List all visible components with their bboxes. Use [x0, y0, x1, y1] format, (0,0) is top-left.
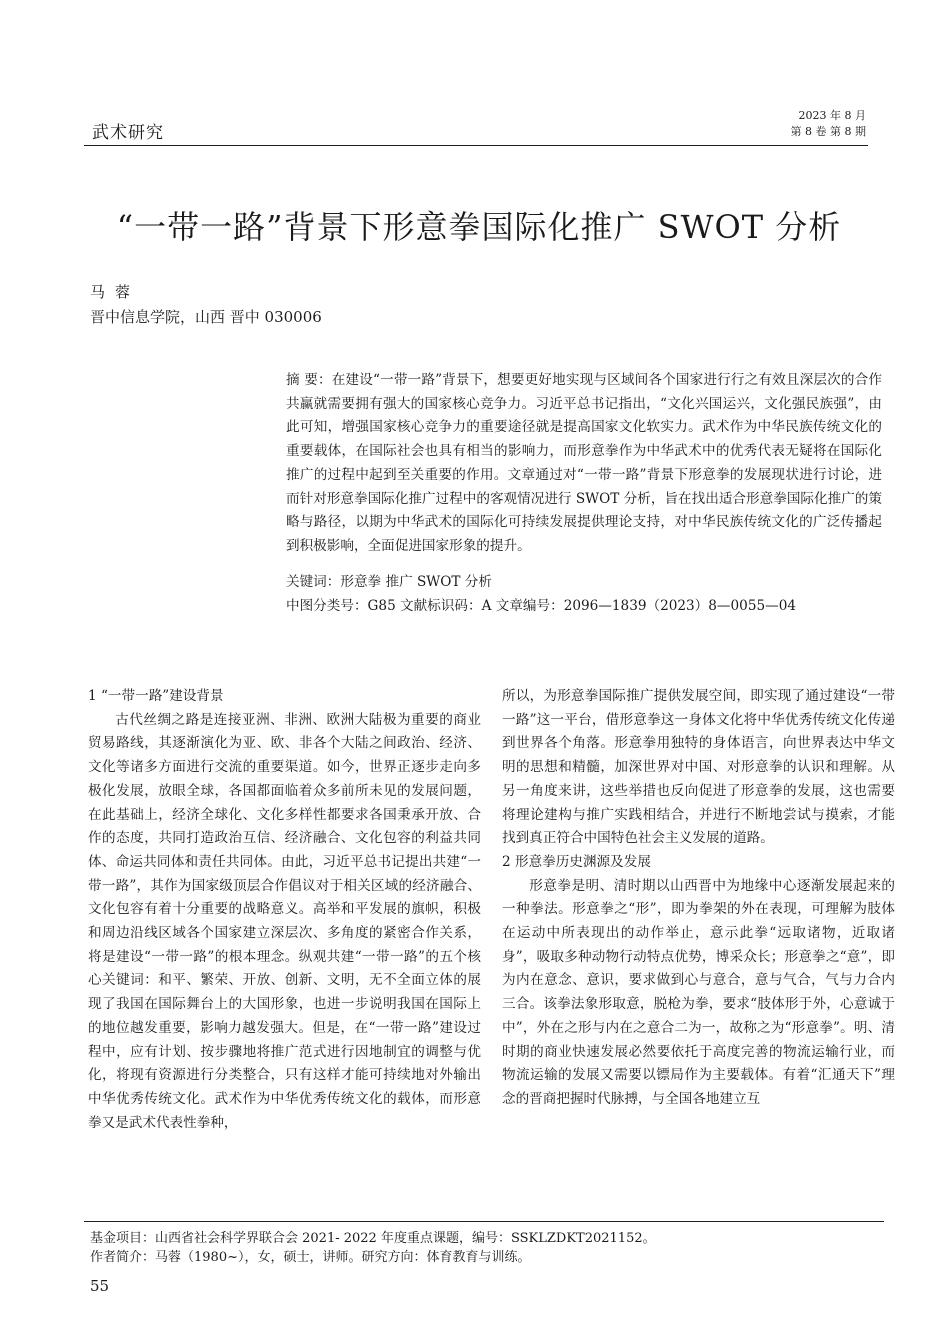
header-rule — [84, 145, 868, 146]
abstract-text: 在建设“一带一路”背景下，想要更好地实现与区域间各个国家进行行之有效且深层次的合作共赢就需要拥有强大的国家核心竞争力。习近平总书记指出，“文化兴国运兴，文化强民族强”，由此可知，增强国家核心竞争力的重要途径就是提高国家文化软实力。武术作为中华民族传统文化的重要载体，在国际社会也具有相当的影响力，而形意拳作为中华武术中的优秀代表无疑将在国际化推广的过程中起到至关重要的作用。文章通过对“一带一路”背景下形意拳的发展现状进行讨论，进而针对形意拳国际化推广过程中的客观情况进行 SWOT 分析，旨在找出适合形意拳国际化推广的策略与路径，以期为中华武术的国际化可持续发展提供理论支持，对中华民族传统文化的广泛传播起到积极影响，全面促进国家形象的提升。 — [286, 372, 882, 554]
volume-issue: 第 8 卷 第 8 期 — [790, 125, 866, 138]
body-paragraph: 古代丝绸之路是连接亚洲、非洲、欧洲大陆极为重要的商业贸易路线，其逐渐演化为亚、欧、非各个大陆之间政治、经济、文化等诸多方面进行交流的重要渠道。如今，世界正逐步走向多极化发展，放眼全球，各国都面临着众多前所未见的发展问题，在此基础上，经济全球化、文化多样性都要求各国秉承开放、合作的态度，共同打造政治互信、经济融合、文化包容的利益共同体、命运共同体和责任共同体。由此，习近平总书记提出共建“一带一路”，其作为国家级顶层合作倡议对于相关区域的经济融合、文化包容有着十分重要的战略意义。高举和平发展的旗帜，积极和周边沿线区域各个国家建立深层次、多角度的紧密合作关系，将是建设“一带一路”的根本理念。纵观共建“一带一路”的五个核心关键词：和平、繁荣、开放、创新、文明，无不全面立体的展现了我国在国际舞台上的大国形象，也进一步说明我国在国际上的地位越发重要，影响力越发强大。但是，在“一带一路”建设过程中，应有计划、按步骤地将推广范式进行因地制宜的调整与优化，将现有资源进行分类整合，只有这样才能可持续地对外输出中华优秀传统文化。武术作为中华优秀传统文化的载体，而形意拳又是武术代表性拳种， — [88, 711, 481, 1131]
author-bio-footnote: 作者简介：马蓉（1980~），女，硕士，讲师。研究方向：体育教育与训练。 — [90, 1250, 531, 1265]
body-paragraph: 所以，为形意拳国际推广提供发展空间，即实现了通过建设“一带一路”这一平台，借形意拳这一身体文化将中华优秀传统文化传递到世界各个角落。形意拳用独特的身体语言，向世界表达中华文明的思想和精髓，加深世界对中国、对形意拳的认识和理解。从另一角度来讲，这些举措也反向促进了形意拳的发展，这也需要将理论建构与推广实践相结合，并进行不断地尝试与摸索，才能找到真正符合中国特色社会主义发展的道路。 — [502, 688, 895, 847]
journal-name: 武术研究 — [92, 123, 164, 143]
keywords: 关键词：形意拳 推广 SWOT 分析 — [286, 574, 492, 590]
author-name: 马蓉 — [90, 283, 141, 301]
abstract — [286, 369, 882, 559]
body-column-left — [88, 685, 481, 1135]
body-paragraph: 形意拳是明、清时期以山西晋中为地缘中心逐渐发展起来的一种拳法。形意拳之“形”，即为拳架的外在表现，可理解为肢体在运动中所表现出的动作举止，意示此拳“远取诸物，近取诸身”，吸取多种动物行动特点优势，博采众长；形意拳之“意”，即为内在意念、意识，要求做到心与意合，意与气合，气与力合内三合。该拳法象形取意，脱枪为拳，要求“肢体形于外，心意诚于中”，外在之形与内在之意合二为一，故称之为“形意拳”。明、清时期的商业快速发展必然要依托于高度完善的物流运输行业，而物流运输的发展又需要以镖局作为主要载体。有着“汇通天下”理念的晋商把握时代脉搏，与全国各地建立互 — [502, 877, 895, 1107]
issue-info — [791, 108, 866, 140]
issue-date: 2023 年 8 月 — [798, 109, 866, 122]
fund-footnote: 基金项目：山西省社会科学界联合会 2021- 2022 年度重点课题，编号：SSKLZDKT2021152。 — [90, 1231, 656, 1246]
abstract-label: 摘 要： — [286, 372, 332, 388]
page-number: 55 — [90, 1277, 110, 1295]
article-title: “一带一路”背景下形意拳国际化推广 SWOT 分析 — [116, 208, 842, 246]
footnote-rule — [84, 1221, 884, 1222]
section-heading: 1 “一带一路”建设背景 — [88, 688, 224, 704]
author-affiliation: 晋中信息学院，山西 晋中 030006 — [90, 308, 322, 326]
section-heading: 2 形意拳历史渊源及发展 — [502, 853, 651, 870]
body-column-right — [502, 685, 895, 1112]
classification-info: 中图分类号：G85 文献标识码：A 文章编号：2096—1839（2023）8—0055—04 — [286, 598, 797, 614]
